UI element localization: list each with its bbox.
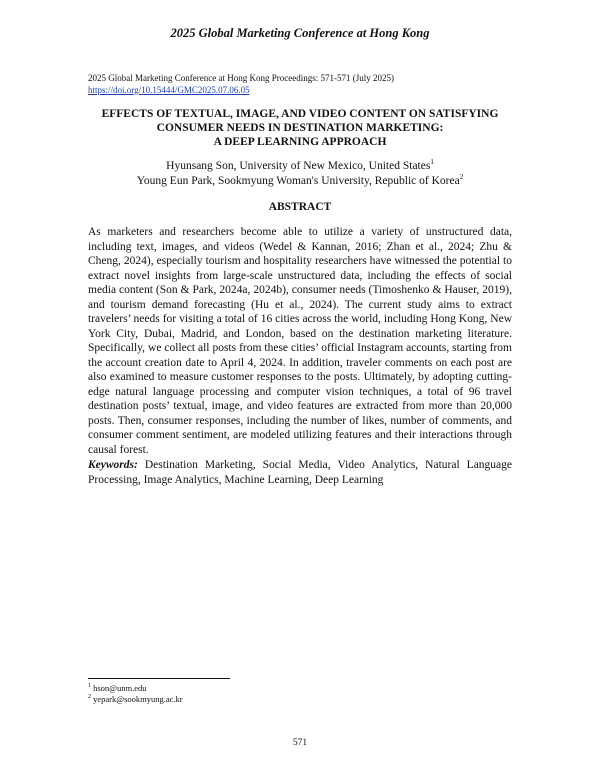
author-list (88, 159, 512, 189)
abstract-body: As marketers and researchers become able to utilize a variety of unstructured data, including text, images, and videos (Wedel & Kannan, 2016; Zhan et al., 2024; Zhu & Cheng, 2024), especially tourism and hospitality researchers have witnessed the potential to extract novel insights from large-scale unstructured data, including the effects of social media content (Son & Park, 2024a, 2024b), consumer needs (Timoshenko & Hauser, 2019), and tourism demand forecasting (Hu et al., 2024). The current study aims to extract travelers’ needs for visiting a total of 16 cities across the world, including Hong Kong, New York City, Dubai, Madrid, and London, based on the destination marketing literature. Specifically, we collect all posts from these cities’ official Instagram accounts, starting from the account creation date to April 4, 2024. In addition, traveler comments on each post are also examined to measure customer responses to the posts. Ultimately, by adopting cutting-edge natural language processing and computer vision techniques, a total of 96 travel destination posts’ textual, image, and video features are extracted from more than 20,000 posts. Then, consumer responses, including the number of likes, number of comments, and consumer comment sentiment, are modeled utilizing features and their interactions through causal forest. (88, 226, 512, 456)
footnote-marker: 2 (459, 173, 464, 182)
footnote-item (88, 694, 388, 705)
footnote-item (88, 683, 388, 694)
keywords-label: Keywords: (88, 459, 138, 471)
footnote-marker: 1 (430, 158, 434, 167)
author-affiliation: Young Eun Park, Sookmyung Woman's University, Republic of Korea (136, 175, 460, 187)
footnote-marker: 2 (88, 694, 91, 701)
title-line: CONSUMER NEEDS IN DESTINATION MARKETING: (156, 122, 444, 134)
title-line: EFFECTS OF TEXTUAL, IMAGE, AND VIDEO CONTENT ON SATISFYING (101, 108, 499, 120)
footnote-divider (88, 678, 230, 679)
author-affiliation: Hyunsang Son, University of New Mexico, United States (166, 160, 431, 172)
title-line: A DEEP LEARNING APPROACH (213, 136, 387, 148)
author-line (88, 159, 512, 174)
author-line (88, 174, 512, 189)
abstract-heading: ABSTRACT (268, 201, 332, 213)
keywords-text: Destination Marketing, Social Media, Video Analytics, Natural Language Processing, Image Analytics, Machine Learning, Deep Learning (88, 459, 513, 486)
conference-header: 2025 Global Marketing Conference at Hong Kong (170, 26, 430, 40)
keywords-paragraph (88, 458, 512, 487)
footnote-marker: 1 (88, 683, 91, 690)
footnotes (88, 683, 388, 705)
footnote-email: yepark@sookmyung.ac.kr (93, 694, 183, 704)
page-number: 571 (292, 738, 308, 748)
paper-title (88, 107, 512, 149)
proceedings-citation: 2025 Global Marketing Conference at Hong Kong Proceedings: 571-571 (July 2025) (88, 73, 394, 83)
publication-info (88, 72, 518, 96)
doi-link[interactable]: https://doi.org/10.15444/GMC2025.07.06.05 (88, 85, 250, 95)
footnote-email: hson@unm.edu (93, 683, 147, 693)
